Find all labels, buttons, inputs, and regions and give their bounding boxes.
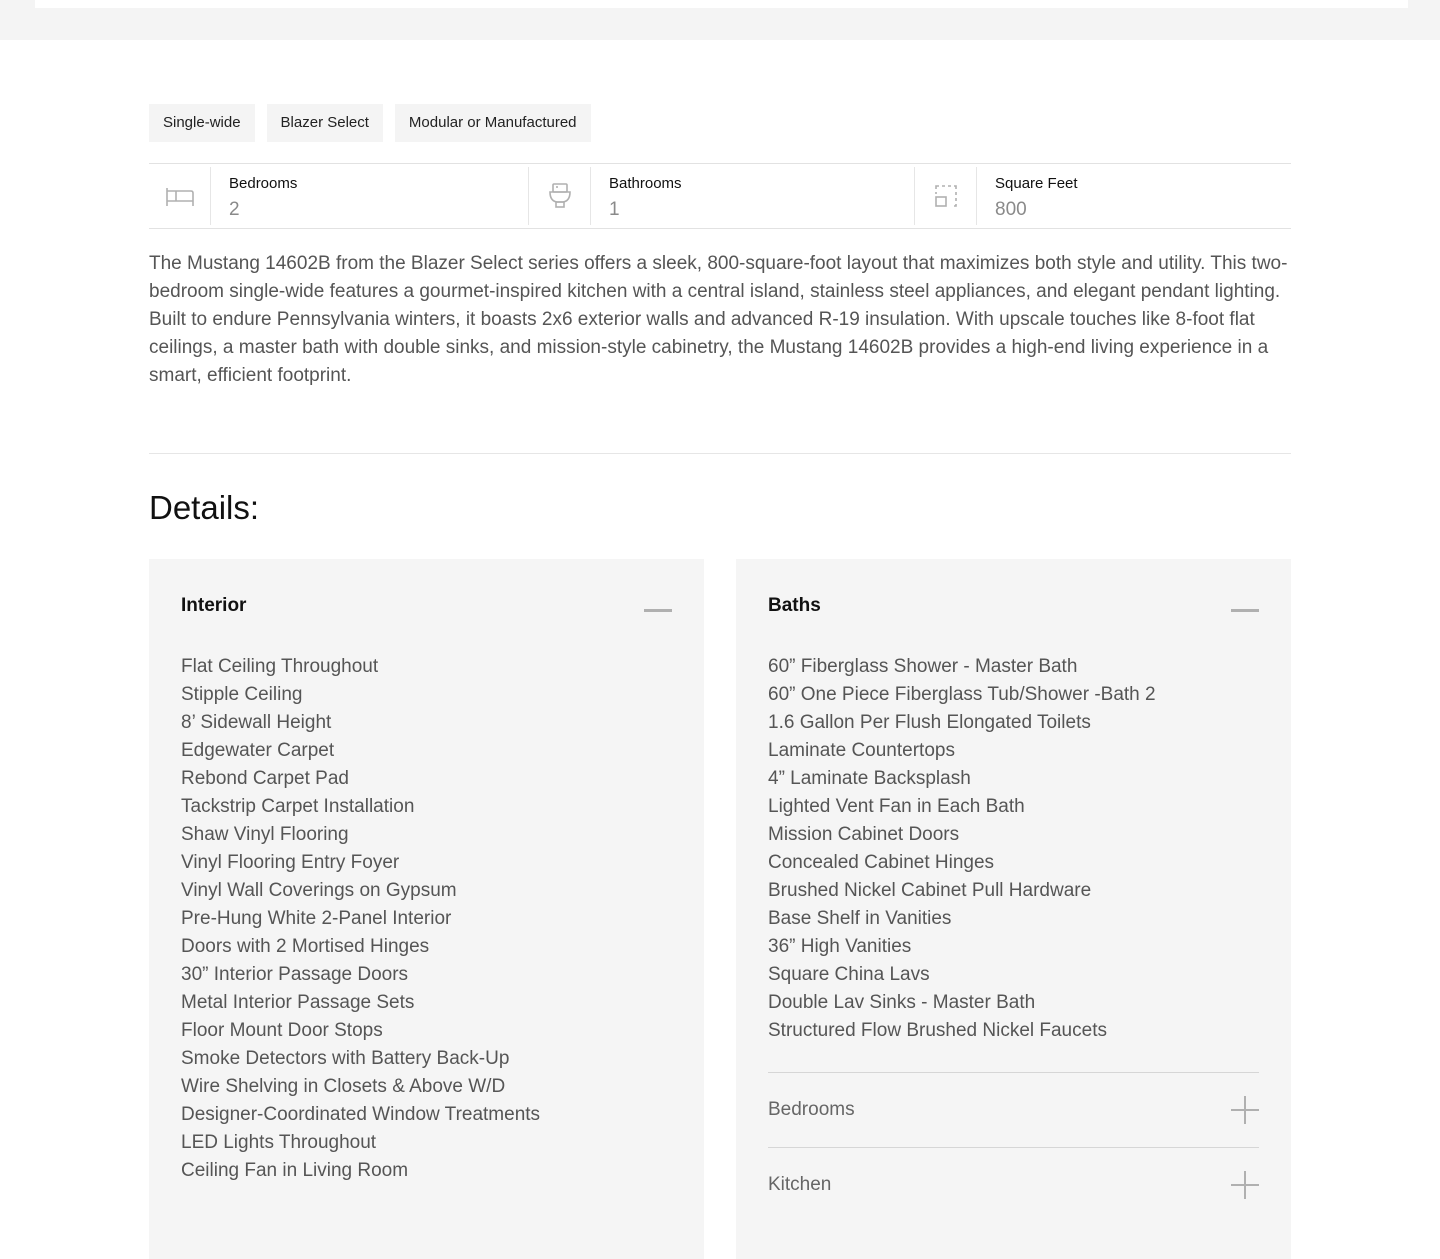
baths-title: Baths bbox=[768, 595, 821, 616]
tag-modular-manufactured[interactable]: Modular or Manufactured bbox=[395, 104, 591, 142]
list-item: 60” One Piece Fiberglass Tub/Shower -Bath 2 bbox=[768, 684, 1156, 705]
list-item: Doors with 2 Mortised Hinges bbox=[181, 936, 430, 957]
baths-panel bbox=[736, 559, 1291, 1259]
list-item: Mission Cabinet Doors bbox=[768, 824, 960, 845]
accordion-bedrooms[interactable] bbox=[768, 1072, 1259, 1147]
list-item: Laminate Countertops bbox=[768, 740, 955, 761]
stat-bathrooms bbox=[529, 167, 915, 225]
interior-panel bbox=[149, 559, 704, 1259]
list-item: Edgewater Carpet bbox=[181, 740, 335, 761]
home-description: The Mustang 14602B from the Blazer Select series offers a sleek, 800-square-foot layout that maximizes both style and utility. This two-bedroom single-wide features a gourmet-inspired kitchen with a central island, stainless steel appliances, and elegant pendant lighting. Built to endure Pennsylvania winters, it boasts 2x6 exterior walls and advanced R-19 insulation. With upscale touches like 8-foot flat ceilings, a master bath with double sinks, and mission-style cabinetry, the Mustang 14602B provides a high-end living experience in a smart, efficient footprint. bbox=[149, 253, 1288, 386]
details-heading: Details: bbox=[149, 489, 260, 526]
list-item: Shaw Vinyl Flooring bbox=[181, 824, 349, 845]
list-item: Vinyl Flooring Entry Foyer bbox=[181, 852, 400, 873]
tag-blazer-select[interactable]: Blazer Select bbox=[267, 104, 383, 142]
baths-panel-header[interactable] bbox=[768, 559, 1259, 653]
square-feet-icon bbox=[915, 167, 977, 225]
list-item: 30” Interior Passage Doors bbox=[181, 964, 409, 985]
stat-square-feet bbox=[915, 167, 1291, 225]
top-band bbox=[0, 0, 1440, 40]
list-item: Wire Shelving in Closets & Above W/D bbox=[181, 1076, 506, 1097]
list-item: Lighted Vent Fan in Each Bath bbox=[768, 796, 1025, 817]
list-item: Brushed Nickel Cabinet Pull Hardware bbox=[768, 880, 1092, 901]
list-item: Vinyl Wall Coverings on Gypsum bbox=[181, 880, 457, 901]
expand-plus-icon[interactable] bbox=[1231, 1096, 1259, 1124]
list-item: Flat Ceiling Throughout bbox=[181, 656, 379, 677]
list-item: Ceiling Fan in Living Room bbox=[181, 1160, 409, 1181]
stat-label: Bathrooms bbox=[609, 175, 682, 192]
interior-panel-header[interactable] bbox=[181, 559, 672, 653]
list-item: 1.6 Gallon Per Flush Elongated Toilets bbox=[768, 712, 1091, 733]
interior-title: Interior bbox=[181, 595, 247, 616]
stat-label: Bedrooms bbox=[229, 175, 298, 192]
list-item: 60” Fiberglass Shower - Master Bath bbox=[768, 656, 1078, 677]
list-item: Structured Flow Brushed Nickel Faucets bbox=[768, 1020, 1107, 1041]
list-item: LED Lights Throughout bbox=[181, 1132, 377, 1153]
accordion-kitchen[interactable] bbox=[768, 1147, 1259, 1222]
list-item: Square China Lavs bbox=[768, 964, 930, 985]
section-divider bbox=[149, 453, 1291, 454]
expand-plus-icon[interactable] bbox=[1231, 1171, 1259, 1199]
list-item: Smoke Detectors with Battery Back-Up bbox=[181, 1048, 510, 1069]
bed-icon bbox=[149, 167, 211, 225]
stat-bedrooms bbox=[149, 167, 529, 225]
tag-list bbox=[149, 104, 1291, 142]
list-item: Double Lav Sinks - Master Bath bbox=[768, 992, 1036, 1013]
list-item: Designer-Coordinated Window Treatments bbox=[181, 1104, 541, 1125]
list-item: Concealed Cabinet Hinges bbox=[768, 852, 995, 873]
stat-value: 2 bbox=[229, 199, 240, 220]
home-stats bbox=[149, 163, 1291, 229]
accordion-label: Kitchen bbox=[768, 1174, 832, 1195]
list-item: Rebond Carpet Pad bbox=[181, 768, 349, 789]
list-item: 4” Laminate Backsplash bbox=[768, 768, 971, 789]
list-item: Pre-Hung White 2-Panel Interior bbox=[181, 908, 452, 929]
baths-feature-list bbox=[768, 653, 1259, 1045]
list-item: 8’ Sidewall Height bbox=[181, 712, 332, 733]
home-overview bbox=[149, 104, 1291, 1195]
accordion-label: Bedrooms bbox=[768, 1099, 855, 1120]
stat-value: 800 bbox=[995, 199, 1027, 220]
list-item: Base Shelf in Vanities bbox=[768, 908, 952, 929]
list-item: Stipple Ceiling bbox=[181, 684, 303, 705]
stat-value: 1 bbox=[609, 199, 620, 220]
collapse-minus-icon[interactable] bbox=[1231, 609, 1259, 612]
toilet-icon bbox=[529, 167, 591, 225]
interior-feature-list bbox=[181, 653, 672, 1185]
list-item: 36” High Vanities bbox=[768, 936, 912, 957]
top-card-edge bbox=[35, 0, 1408, 8]
list-item: Metal Interior Passage Sets bbox=[181, 992, 415, 1013]
list-item: Tackstrip Carpet Installation bbox=[181, 796, 415, 817]
tag-single-wide[interactable]: Single-wide bbox=[149, 104, 255, 142]
list-item: Floor Mount Door Stops bbox=[181, 1020, 383, 1041]
stat-label: Square Feet bbox=[995, 175, 1078, 192]
collapse-minus-icon[interactable] bbox=[644, 609, 672, 612]
